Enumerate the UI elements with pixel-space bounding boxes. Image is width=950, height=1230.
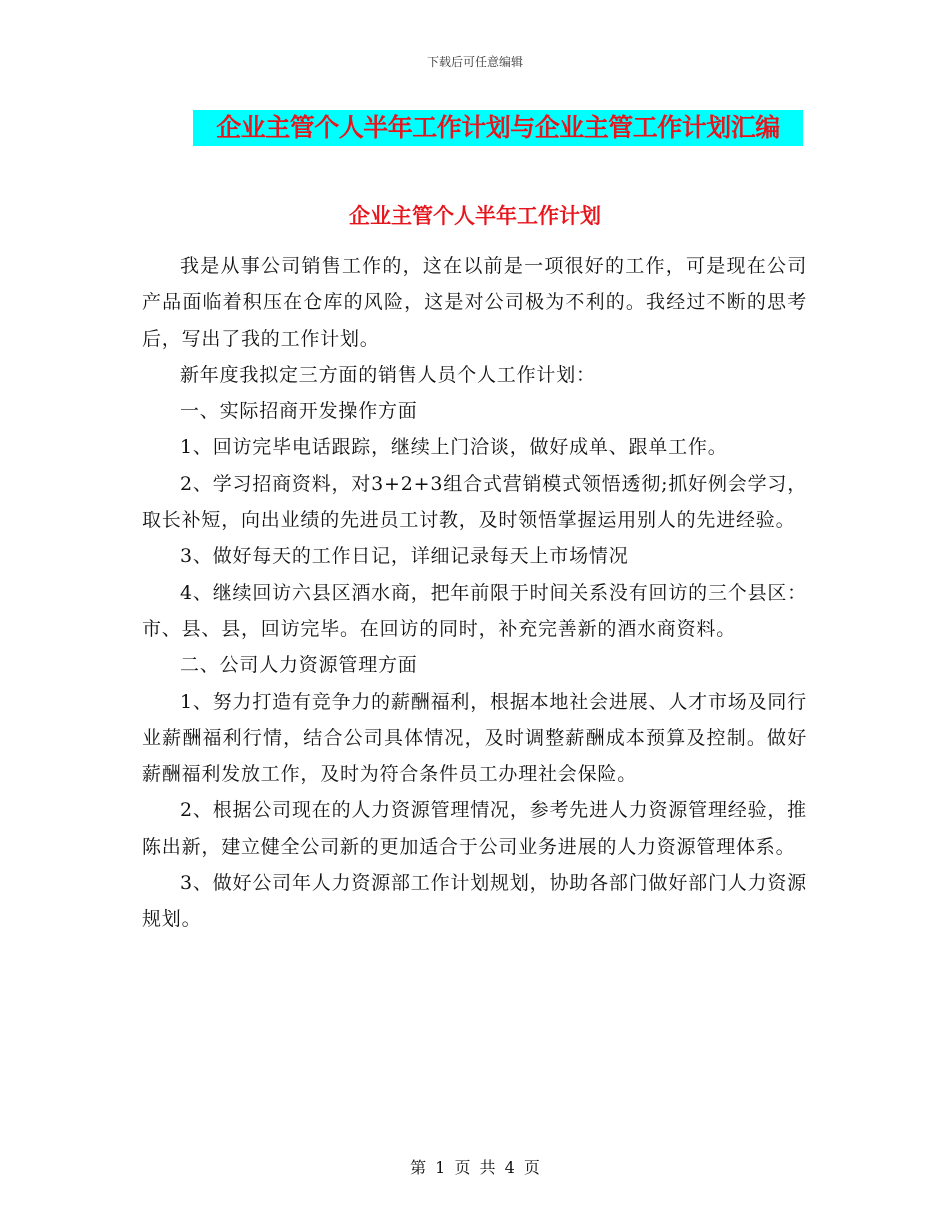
page-number: 第 1 页 共 4 页 xyxy=(410,1158,540,1177)
page-header-note: 下载后可任意编辑 xyxy=(426,55,523,69)
main-title: 企业主管个人半年工作计划与企业主管工作计划汇编 xyxy=(216,113,780,142)
paragraph-item-2-2: 2、根据公司现在的人力资源管理情况，参考先进人力资源管理经验，推陈出新，建立健全公司新的更加适合于公司业务进展的人力资源管理体系。 xyxy=(142,799,807,858)
paragraph-item-1-2: 2、学习招商资料，对3+2+3组合式营销模式领悟透彻;抓好例会学习，取长补短，向出业绩的先进员工讨教，及时领悟掌握运用别人的先进经验。 xyxy=(142,472,807,532)
paragraph-item-1-3: 3、做好每天的工作日记，详细记录每天上市场情况 xyxy=(180,545,629,568)
document-body xyxy=(142,248,807,938)
paragraph-intro: 我是从事公司销售工作的，这在以前是一项很好的工作，可是现在公司产品面临着积压在仓库的风险，这是对公司极为不利的。我经过不断的思考后，写出了我的工作计划。 xyxy=(142,255,807,350)
paragraph-item-2-1: 1、努力打造有竞争力的薪酬福利，根据本地社会进展、人才市场及同行业薪酬福利行情，结合公司具体情况，及时调整薪酬成本预算及控制。做好薪酬福利发放工作，及时为符合条件员工办理社会保险。 xyxy=(142,690,807,786)
heading-section-2: 二、公司人力资源管理方面 xyxy=(180,654,418,677)
paragraph-item-2-3: 3、做好公司年人力资源部工作计划规划，协助各部门做好部门人力资源规划。 xyxy=(142,872,807,931)
paragraph-item-1-4: 4、继续回访六县区酒水商，把年前限于时间关系没有回访的三个县区：市、县、县，回访完毕。在回访的同时，补充完善新的酒水商资料。 xyxy=(142,581,807,640)
heading-section-1: 一、实际招商开发操作方面 xyxy=(180,400,418,423)
paragraph-plan-overview: 新年度我拟定三方面的销售人员个人工作计划： xyxy=(180,363,596,386)
section-title: 企业主管个人半年工作计划 xyxy=(349,203,601,228)
paragraph-item-1-1: 1、回访完毕电话跟踪，继续上门洽谈，做好成单、跟单工作。 xyxy=(180,436,728,459)
main-title-highlight xyxy=(193,110,803,146)
